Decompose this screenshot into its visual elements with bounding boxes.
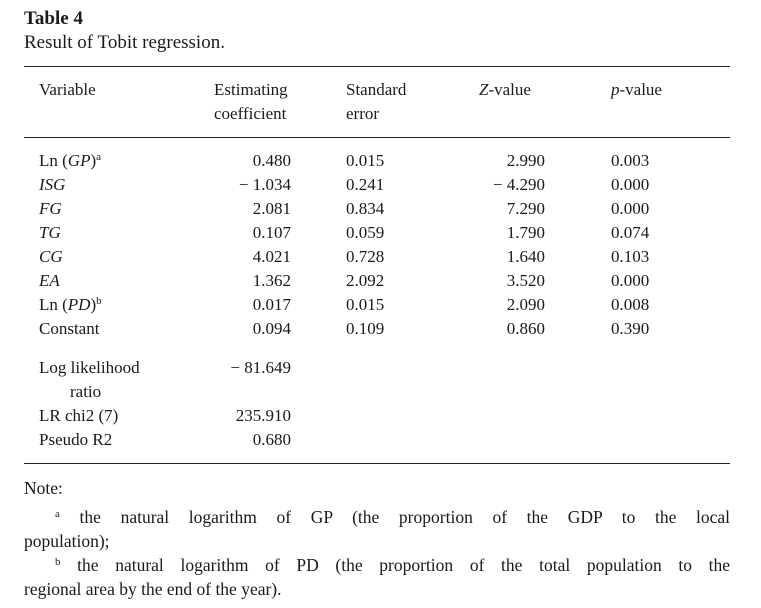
z-value-cell: 1.640 xyxy=(506,247,545,266)
table-caption: Result of Tobit regression. xyxy=(24,32,225,53)
variable-name: Constant xyxy=(39,319,100,338)
stat-loglik-line1: Log likelihood xyxy=(39,358,140,377)
z-value-cell: − 4.290 xyxy=(492,175,545,194)
z-value-cell: 2.090 xyxy=(506,295,545,314)
header-z-value xyxy=(479,78,531,102)
header-coefficient xyxy=(214,78,288,126)
p-value-cell: 0.074 xyxy=(611,223,650,242)
variable-name: TG xyxy=(39,223,61,242)
variable-name: EA xyxy=(39,271,60,290)
variable-cell xyxy=(39,173,65,197)
variable-name: GP xyxy=(67,151,91,170)
variable-cell xyxy=(39,317,99,341)
variable-name: PD xyxy=(67,295,91,314)
note-a xyxy=(24,507,730,528)
variable-footnote-marker: a xyxy=(96,151,102,163)
variable-cell xyxy=(39,149,101,173)
header-z-rest: -value xyxy=(488,80,531,99)
variable-cell xyxy=(39,221,61,245)
z-value-cell: 0.860 xyxy=(506,319,545,338)
note-b-marker: b xyxy=(55,556,61,568)
z-value-cell: 3.520 xyxy=(506,271,545,290)
variable-prefix: Ln ( xyxy=(39,151,68,170)
header-p-rest: -value xyxy=(619,80,662,99)
z-value-cell: 2.990 xyxy=(506,151,545,170)
standard-error-cell: 0.834 xyxy=(346,199,385,218)
header-rule xyxy=(24,137,730,138)
variable-prefix: Ln ( xyxy=(39,295,68,314)
note-a-continued: population); xyxy=(24,531,110,551)
p-value-cell: 0.103 xyxy=(611,247,650,266)
stat-loglik-label xyxy=(39,356,140,404)
table-label: Table 4 xyxy=(24,8,83,29)
header-variable: Variable xyxy=(39,80,96,99)
variable-cell xyxy=(39,269,60,293)
note-b-text: the natural logarithm of PD (the proportion of the total population to the xyxy=(77,555,731,575)
p-value-cell: 0.000 xyxy=(611,199,650,218)
coefficient-cell: 0.480 xyxy=(252,151,291,170)
header-coefficient-line1: Estimating xyxy=(214,80,288,99)
note-b xyxy=(24,555,730,576)
note-a-text: the natural logarithm of GP (the proportion of the GDP to the local xyxy=(79,507,731,527)
z-value-cell: 1.790 xyxy=(506,223,545,242)
note-heading: Note: xyxy=(24,478,63,498)
variable-cell xyxy=(39,245,63,269)
note-b-continued: regional area by the end of the year). xyxy=(24,579,282,599)
bottom-rule xyxy=(24,463,730,464)
stat-lr-value: 235.910 xyxy=(235,406,291,425)
standard-error-cell: 0.241 xyxy=(346,175,385,194)
header-standard-error xyxy=(346,78,406,126)
z-value-cell: 7.290 xyxy=(506,199,545,218)
coefficient-cell: 0.094 xyxy=(252,319,291,338)
stat-lr-label: LR chi2 (7) xyxy=(39,406,119,425)
stat-pseudo-value: 0.680 xyxy=(252,430,291,449)
top-rule xyxy=(24,66,730,67)
variable-name: CG xyxy=(39,247,63,266)
standard-error-cell: 0.109 xyxy=(346,319,385,338)
variable-footnote-marker: b xyxy=(96,295,102,307)
standard-error-cell: 0.015 xyxy=(346,151,385,170)
standard-error-cell: 0.015 xyxy=(346,295,385,314)
coefficient-cell: 2.081 xyxy=(252,199,291,218)
standard-error-cell: 0.059 xyxy=(346,223,385,242)
variable-cell xyxy=(39,197,62,221)
header-p-italic: p xyxy=(611,80,620,99)
variable-name: FG xyxy=(39,199,62,218)
coefficient-cell: 0.107 xyxy=(252,223,291,242)
variable-suffix: ) xyxy=(90,295,97,314)
header-p-value xyxy=(611,78,662,102)
header-z-italic: Z xyxy=(479,80,489,99)
header-se-line1: Standard xyxy=(346,80,407,99)
variable-cell xyxy=(39,293,102,317)
header-se-line2: error xyxy=(346,104,380,123)
stat-loglik-value: − 81.649 xyxy=(230,358,291,377)
p-value-cell: 0.000 xyxy=(611,271,650,290)
coefficient-cell: 0.017 xyxy=(252,295,291,314)
coefficient-cell: 1.362 xyxy=(252,271,291,290)
header-coefficient-line2: coefficient xyxy=(214,104,287,123)
p-value-cell: 0.390 xyxy=(611,319,650,338)
p-value-cell: 0.000 xyxy=(611,175,650,194)
p-value-cell: 0.003 xyxy=(611,151,650,170)
variable-suffix: ) xyxy=(90,151,97,170)
stat-loglik-line2: ratio xyxy=(70,382,102,401)
variable-name: ISG xyxy=(39,175,66,194)
p-value-cell: 0.008 xyxy=(611,295,650,314)
standard-error-cell: 2.092 xyxy=(346,271,385,290)
stat-pseudo-label: Pseudo R2 xyxy=(39,430,113,449)
note-a-marker: a xyxy=(55,508,60,520)
standard-error-cell: 0.728 xyxy=(346,247,385,266)
coefficient-cell: 4.021 xyxy=(252,247,291,266)
coefficient-cell: − 1.034 xyxy=(238,175,291,194)
